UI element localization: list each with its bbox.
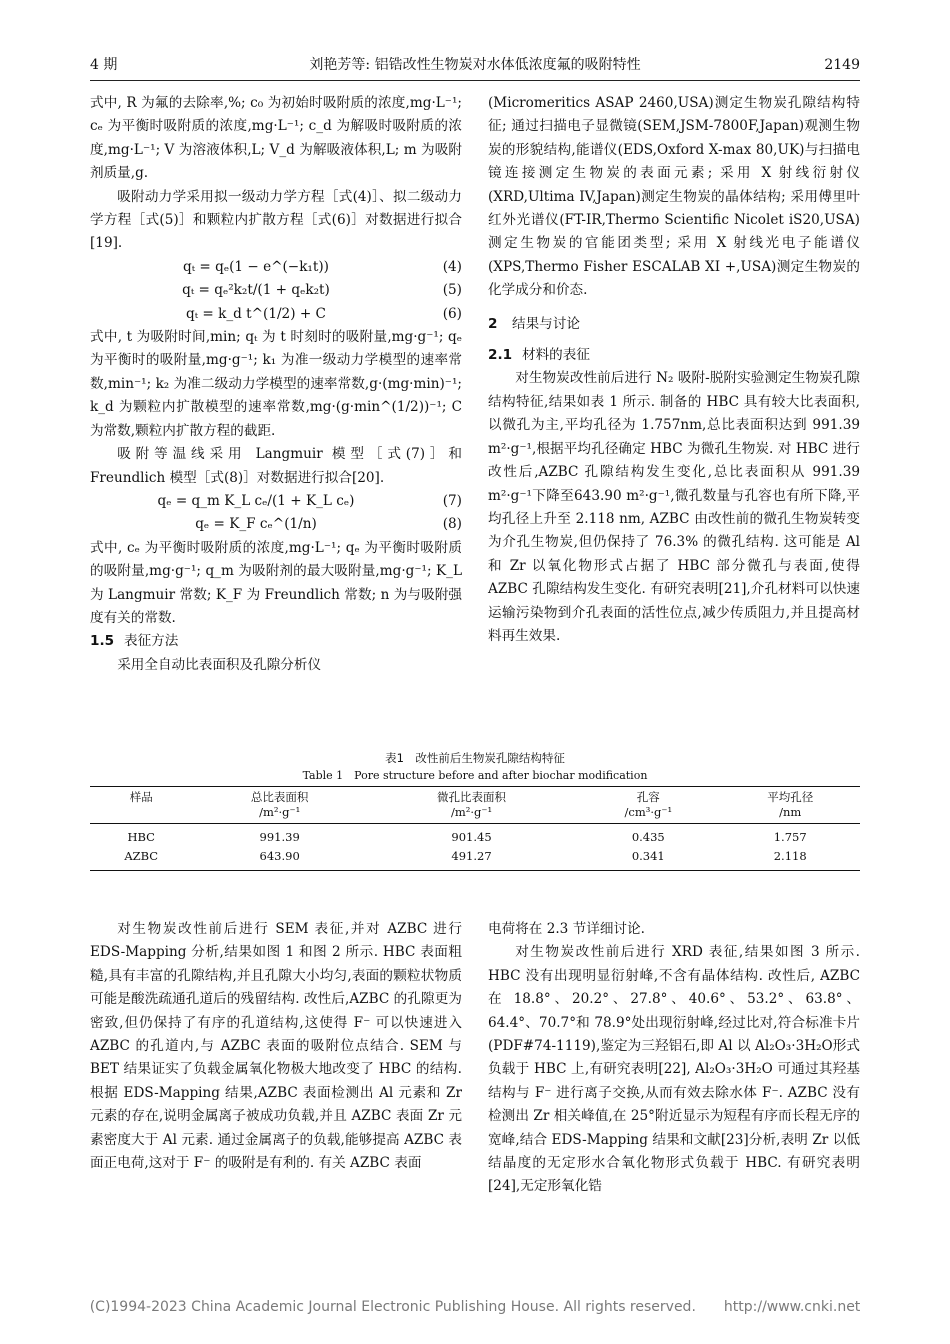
column-header: 平均孔径 (720, 787, 860, 806)
equation-number: (8) (442, 516, 462, 533)
equation-body: qₜ = k_d t^(1/2) + C (186, 305, 326, 322)
table-1 (90, 748, 860, 871)
table-caption-en: Table 1 Pore structure before and after biochar modification (302, 769, 648, 782)
column-unit: /m²·g⁻¹ (367, 805, 576, 824)
column-header: 孔容 (576, 787, 720, 806)
equation-number: (4) (442, 258, 462, 275)
section-heading-2-1 (488, 344, 860, 367)
running-title: 刘艳芳等: 铝锆改性生物炭对水体低浓度氟的吸附特性 (309, 57, 641, 73)
column-header: 微孔比表面积 (367, 787, 576, 806)
equation-6 (90, 303, 462, 326)
right-column (488, 92, 860, 648)
table-row (90, 847, 860, 871)
lower-left-column (90, 918, 462, 1175)
paragraph: 对生物炭改性前后进行 XRD 表征,结果如图 3 所示. HBC 没有出现明显衍射峰,不含有晶体结构. 改性后, AZBC 在 18.8°、20.2°、27.8°、40.6°、53.2°、63.8°、64.4°、70.7°和 78.9°处出现衍射峰,经过比对,符合标准卡片(PDF#74-1119),鉴定为三羟铝石,即 Al 以 Al₂O₃·3H₂O形式负载于 HBC 上,有研究表明[22], Al₂O₃·3H₂O 可通过其羟基结构与 F⁻ 进行离子交换,从而有效去除水体 F⁻. AZBC 没有检测出 Zr 相关峰值,在 25°附近显示为短程有序而长程无序的宽峰,结合 EDS-Mapping 结果和文献[23]分析,表明 Zr 以低结晶度的无定形水合氧化物形式负载于 HBC. 有研究表明[24],无定形氧化锆 (488, 944, 860, 1195)
equation-8 (90, 513, 462, 536)
section-number: 1.5 (90, 633, 115, 650)
paragraph: 对生物炭改性前后进行 SEM 表征,并对 AZBC 进行 EDS-Mapping 分析,结果如图 1 和图 2 所示. HBC 表面粗糙,具有丰富的孔隙结构,并且孔隙大小均匀,表面的颗粒状物质可能是酸洗疏通孔道后的残留结构. 改性后,AZBC 的孔隙更为密致,但仍保持了有序的孔道结构,这使得 F⁻ 可以快速进入 AZBC 的孔道内,与 AZBC 表面的吸附位点结合. SEM 与 BET 结果证实了负载金属氧化物极大地改变了 HBC 的结构. 根据 EDS-Mapping 结果,AZBC 表面检测出 Al 元素和 Zr 元素的存在,说明金属离子被成功负载,并且 AZBC 表面 Zr 元素密度大于 Al 元素. 通过金属离子的负载,能够提高 AZBC 表面正电荷,这对于 F⁻ 的吸附是有利的. 有关 AZBC 表面 (90, 921, 462, 1172)
paragraph: 式中, cₑ 为平衡时吸附质的浓度,mg·L⁻¹; qₑ 为平衡时吸附质的吸附量,mg·g⁻¹; q_m 为吸附剂的最大吸附量,mg·g⁻¹; K_L 为 Langmuir 常数; K_F 为 Freundlich 常数; n 为与吸附强度有关的常数. (90, 539, 462, 626)
column-unit: /cm³·g⁻¹ (576, 805, 720, 824)
paragraph: 采用全自动比表面积及孔隙分析仪 (117, 656, 322, 673)
paragraph: 吸附动力学采用拟一级动力学方程［式(4)］、拟二级动力学方程［式(5)］和颗粒内扩散方程［式(6)］对数据进行拟合[19]. (90, 188, 462, 252)
table-row (90, 824, 860, 848)
section-title: 表征方法 (124, 633, 179, 650)
table-cell: 901.45 (451, 830, 492, 844)
equation-body: qₜ = qₑ(1 − e^(−k₁t)) (183, 258, 329, 275)
paragraph: 电荷将在 2.3 节详细讨论. (488, 921, 645, 937)
column-unit (90, 805, 192, 824)
lower-right-column (488, 918, 860, 1199)
section-number: 2 (488, 315, 498, 332)
column-unit: /m²·g⁻¹ (192, 805, 366, 824)
table-cell: 643.90 (192, 847, 366, 871)
section-number: 2.1 (488, 347, 513, 364)
running-header (90, 54, 860, 76)
paragraph: 式中, R 为氟的去除率,%; c₀ 为初始时吸附质的浓度,mg·L⁻¹; cₑ 为平衡时吸附质的浓度,mg·L⁻¹; c_d 为解吸时吸附质的浓度,mg·L⁻¹; V 为溶液体积,L; V_d 为解吸液体积,L; m 为吸附剂质量,g. (90, 95, 462, 182)
paragraph: 式中, t 为吸附时间,min; qₜ 为 t 时刻时的吸附量,mg·g⁻¹; qₑ 为平衡时的吸附量,mg·g⁻¹; k₁ 为准一级动力学模型的速率常数,min⁻¹; k₂ 为准二级动力学模型的速率常数,g·(mg·min)⁻¹; k_d 为颗粒内扩散模型的速率常数,mg·(g·min^(1/2))⁻¹; C 为常数,颗粒内扩散方程的截距. (90, 329, 462, 439)
equation-number: (7) (442, 492, 462, 509)
section-heading-1-5 (90, 630, 462, 653)
table-cell: 0.341 (576, 847, 720, 871)
column-header: 总比表面积 (192, 787, 366, 806)
table-cell: 491.27 (367, 847, 576, 871)
equation-7 (90, 490, 462, 513)
equation-body: qₑ = K_F cₑ^(1/n) (195, 516, 317, 533)
table-cell: 2.118 (720, 847, 860, 871)
paragraph: 对生物炭改性前后进行 N₂ 吸附-脱附实验测定生物炭孔隙结构特征,结果如表 1 所示. 制备的 HBC 具有较大比表面积,以微孔为主,平均孔径为 1.757nm,总比表面积达到 991.39 m²·g⁻¹,根据平均孔径确定 HBC 为微孔生物炭. 对 HBC 进行改性后,AZBC 孔隙结构发生变化,总比表面积从 991.39 m²·g⁻¹下降至643.90 m²·g⁻¹,微孔数量与孔容也有所下降,平均孔径上升至 2.118 nm, AZBC 由改性前的微孔生物炭转变为介孔生物炭,但仍保持了 76.3% 的微孔结构. 这可能是 Al 和 Zr 以氧化物形式占据了 HBC 部分微孔与表面,使得 AZBC 孔隙结构发生变化. 有研究表明[21],介孔材料可以快速运输污染物到介孔表面的活性位点,减少传质阻力,并且提高材料再生效果. (488, 370, 860, 644)
page-number: 2149 (824, 57, 860, 73)
table-cell: HBC (127, 830, 155, 844)
equation-body: qₜ = qₑ²k₂t/(1 + qₑk₂t) (182, 282, 330, 299)
issue-number: 4 期 (90, 57, 118, 73)
equation-number: (5) (442, 282, 462, 299)
column-unit: /nm (720, 805, 860, 824)
left-column (90, 92, 462, 677)
header-rule (90, 80, 860, 81)
table-cell: 0.435 (631, 830, 665, 844)
equation-body: qₑ = q_m K_L cₑ/(1 + K_L cₑ) (157, 492, 355, 509)
paragraph: (Micromeritics ASAP 2460,USA)测定生物炭孔隙结构特征; 通过扫描电子显微镜(SEM,JSM-7800F,Japan)观测生物炭的形貌结构,能谱仪(EDS,Oxford X-max 80,UK)与扫描电镜连接测定生物炭的表面元素; 采用 X 射线衍射仪(XRD,Ultima IV,Japan)测定生物炭的晶体结构; 采用傅里叶红外光谱仪(FT-IR,Thermo Scientific Nicolet iS20,USA)测定生物炭的官能团类型; 采用 X 射线光电子能谱仪(XPS,Thermo Fisher ESCALAB XI +,USA)测定生物炭的化学成分和价态. (488, 95, 860, 299)
copyright-footer: (C)1994-2023 China Academic Journal Electronic Publishing House. All rights reserved. http://www.cnki.net (89, 1299, 861, 1315)
section-heading-2 (488, 313, 860, 336)
equation-number: (6) (442, 305, 462, 322)
equation-5 (90, 279, 462, 302)
column-header: 样品 (90, 787, 192, 806)
equation-4 (90, 256, 462, 279)
section-title: 结果与讨论 (512, 315, 580, 332)
table-cell: AZBC (90, 847, 192, 871)
paragraph: 吸附等温线采用 Langmuir 模型［式(7)］和 Freundlich 模型［式(8)］对数据进行拟合[20]. (90, 446, 462, 486)
pore-structure-table (90, 786, 860, 871)
table-caption-cn: 表1 改性前后生物炭孔隙结构特征 (385, 751, 565, 765)
table-cell: 1.757 (773, 830, 807, 844)
table-cell: 991.39 (259, 830, 300, 844)
section-title: 材料的表征 (522, 347, 590, 364)
